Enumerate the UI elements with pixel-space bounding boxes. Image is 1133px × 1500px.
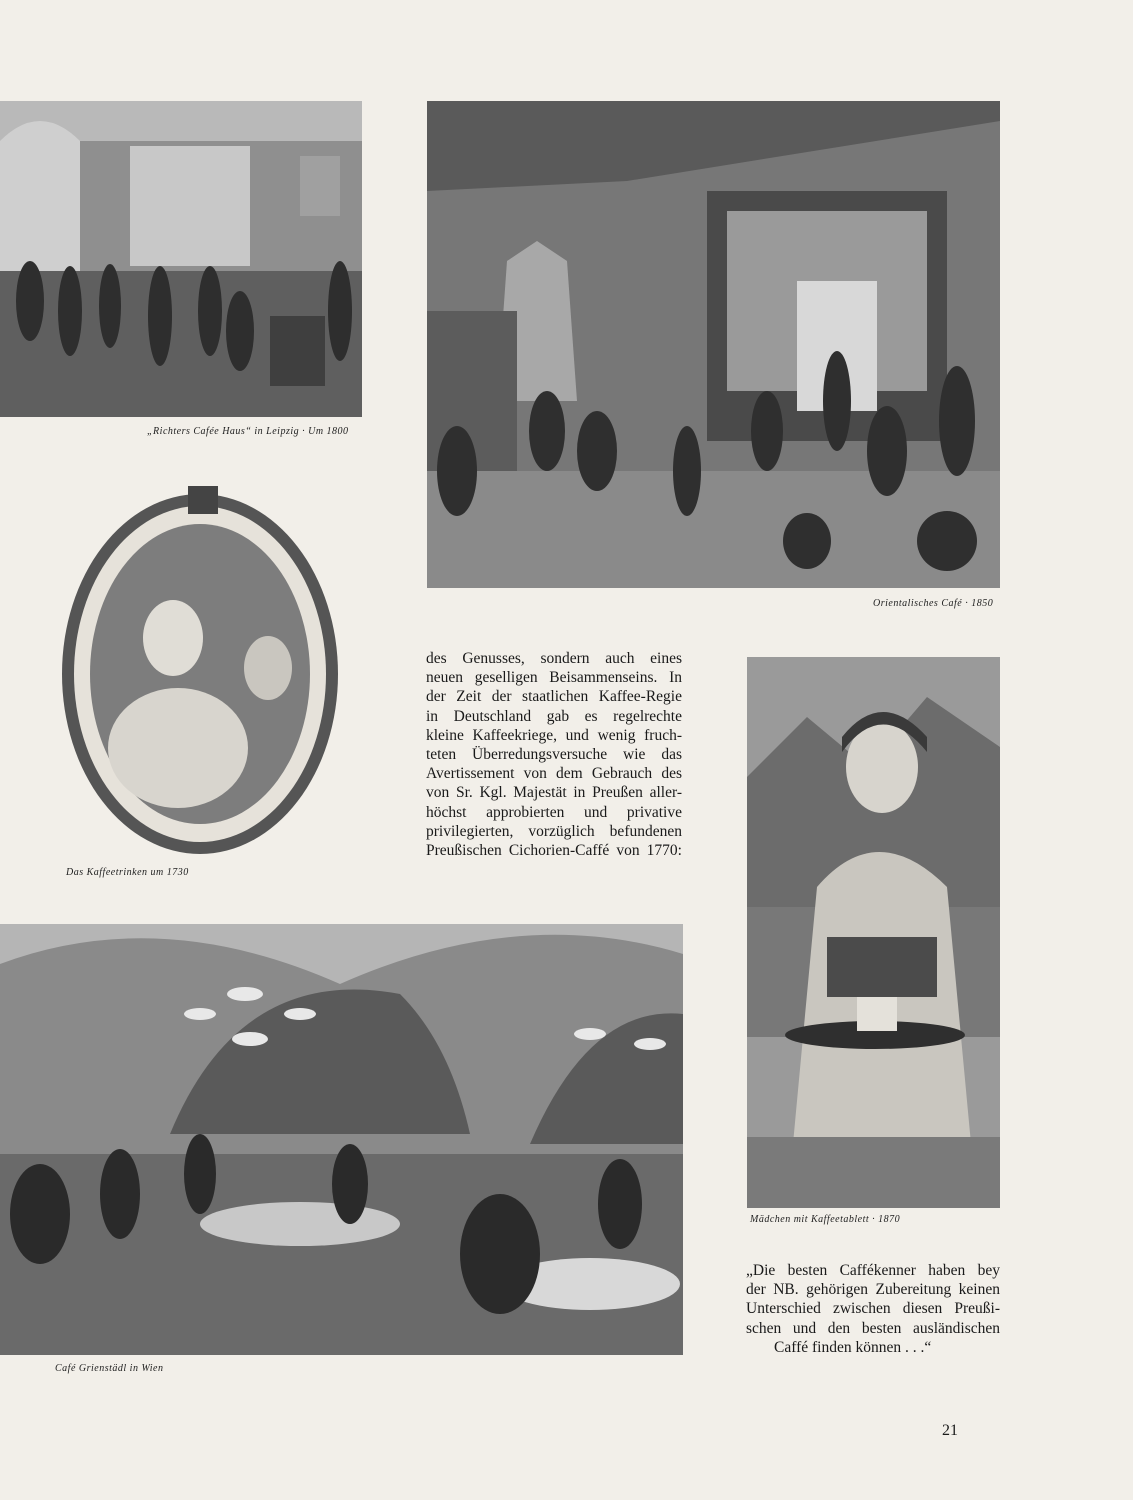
caption-orientalisches: Orientalisches Café · 1850 (873, 598, 994, 609)
quote-text-line: „Die besten Caffékenner haben bey (746, 1262, 1000, 1279)
body-text-line: höchst approbierten und privative (426, 803, 682, 821)
body-text-line: Preußischen Cichorien-Caffé von 1770: (426, 842, 682, 860)
griensteidl-cafe-painting (0, 924, 683, 1355)
quote-text-line: der NB. gehörigen Zubereitung keinen (746, 1281, 1000, 1299)
quote-text-line: schen und den besten ausländischen (746, 1319, 1000, 1337)
kaffeetrinken-medallion (58, 478, 342, 860)
body-text-line: Avertissement von dem Gebrauch des (426, 765, 682, 783)
maedchen-painting (747, 657, 1000, 1208)
body-text-line: in Deutschland gab es regelrechte (426, 707, 682, 725)
caption-maedchen: Mädchen mit Kaffeetablett · 1870 (750, 1214, 901, 1225)
quote-text-column (746, 1261, 1000, 1357)
body-text-line: privilegierten, vorzüglich befundenen (426, 822, 682, 840)
page-number: 21 (942, 1422, 958, 1439)
orientalisches-cafe-engraving (427, 101, 1000, 588)
body-text-line: neuen geselligen Beisammenseins. In (426, 669, 682, 687)
caption-griensteidl: Café Grienstädl in Wien (55, 1363, 164, 1374)
caption-richters: „Richters Cafée Haus“ in Leipzig · Um 1800 (147, 426, 349, 437)
richters-cafe-engraving (0, 101, 362, 417)
body-text-line: der Zeit der staatlichen Kaffee-Regie (426, 688, 682, 706)
body-text-line: teten Überredungsversuche wie das (426, 746, 682, 764)
body-text-column (426, 649, 682, 860)
caption-kaffeetrinken: Das Kaffeetrinken um 1730 (66, 867, 189, 878)
body-text-line: des Genusses, sondern auch eines (426, 650, 682, 667)
quote-text-line: Caffé finden können . . .“ (774, 1338, 932, 1356)
quote-text-line: Unterschied zwischen diesen Preußi- (746, 1300, 1000, 1318)
body-text-line: kleine Kaffeekriege, und wenig fruch- (426, 726, 682, 744)
body-text-line: von Sr. Kgl. Majestät in Preußen aller- (426, 784, 682, 802)
